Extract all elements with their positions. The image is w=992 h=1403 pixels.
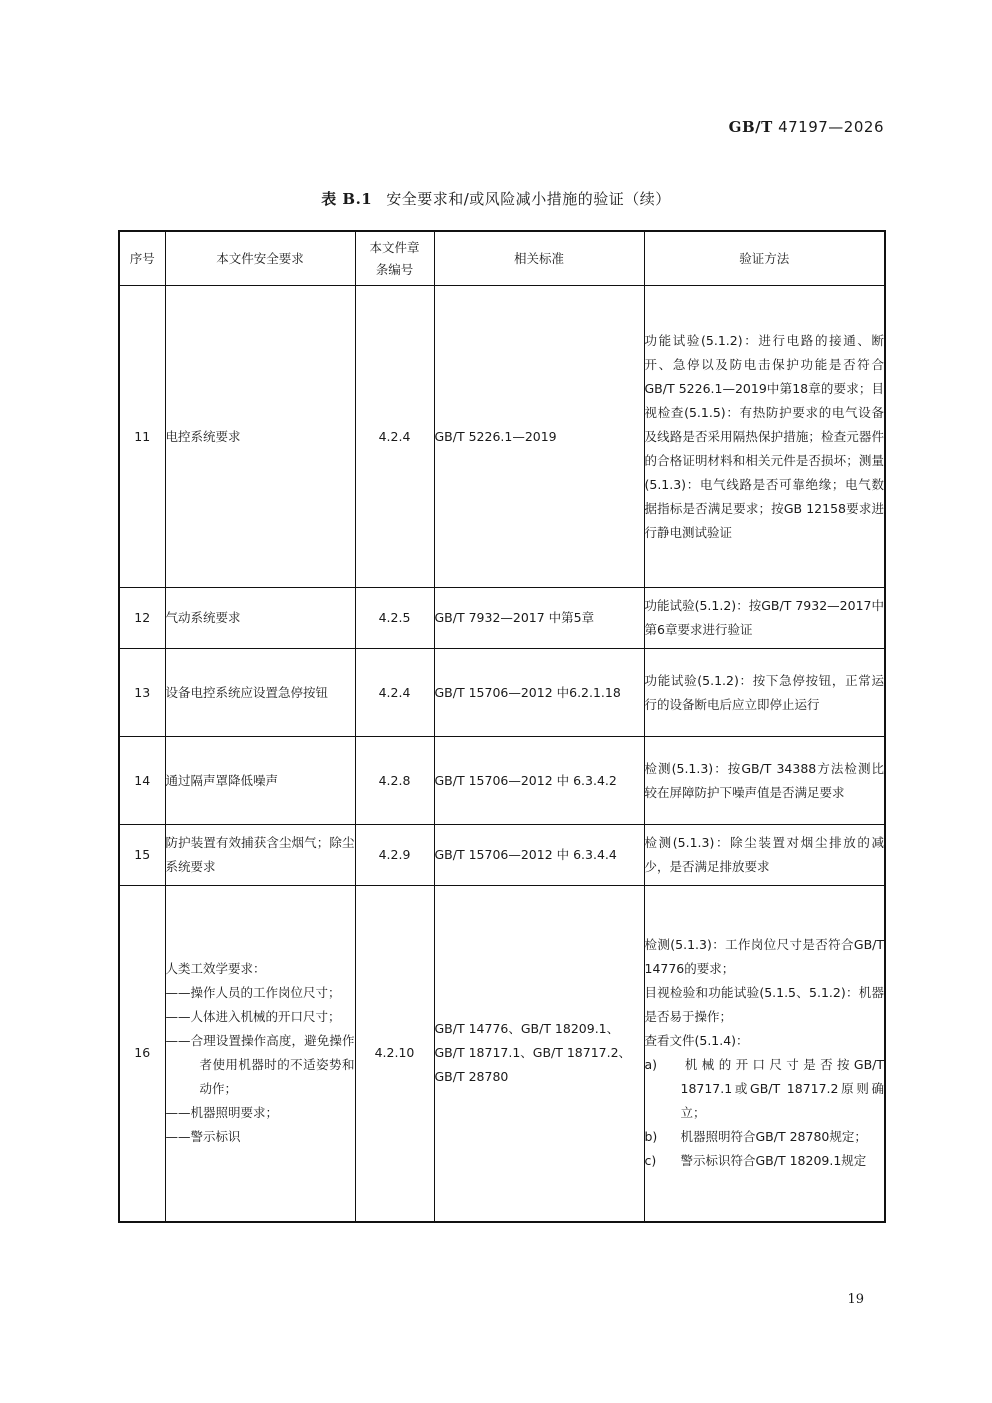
verification-line: 目视检验和功能试验(5.1.5、5.1.2)：机器是否易于操作； [644,985,884,1025]
cell-verification: 检测(5.1.3)：按GB/T 34388方法检测比较在屏障防护下噪声值是否满足要求 [644,737,885,825]
cell-standard: GB/T 5226.1—2019 [434,286,644,588]
cell-requirement: 气动系统要求 [165,588,355,649]
standard-code-prefix: GB/T [728,118,773,136]
requirement-item: ——警示标识 [165,1129,241,1145]
item-text: 机器照明符合GB/T 28780规定； [680,1129,867,1145]
table-title [0,188,992,209]
item-mark: b) [644,1129,658,1145]
cell-no: 13 [119,649,165,737]
cell-clause: 4.2.9 [355,825,434,886]
cell-requirement: 防护装置有效捕获含尘烟气；除尘系统要求 [165,825,355,886]
table-row [119,588,885,649]
col-header-clause: 本文件章条编号 [355,231,434,286]
item-mark: c) [644,1153,657,1169]
cell-no: 12 [119,588,165,649]
requirement-item: ——人体进入机械的开口尺寸； [165,1009,341,1025]
verification-item [645,1149,885,1173]
page-number: 19 [847,1292,864,1307]
item-text: 机械的开口尺寸是否按GB/T 18717.1或GB/T 18717.2原则确立； [680,1057,884,1121]
cell-clause: 4.2.10 [355,886,434,1222]
cell-clause: 4.2.4 [355,649,434,737]
table-row [119,886,885,1222]
table-row [119,825,885,886]
cell-standard: GB/T 7932—2017 中第5章 [434,588,644,649]
verification-line: 检测(5.1.3)：工作岗位尺寸是否符合GB/T 14776的要求； [644,937,884,977]
cell-requirement: 设备电控系统应设置急停按钮 [165,649,355,737]
cell-requirement: 电控系统要求 [165,286,355,588]
cell-clause: 4.2.5 [355,588,434,649]
verification-item [645,1053,885,1125]
requirement-intro: 人类工效学要求： [165,961,266,977]
cell-standard: GB/T 14776、GB/T 18209.1、GB/T 18717.1、GB/T 18717.2、GB/T 28780 [434,886,644,1222]
cell-standard: GB/T 15706—2012 中 6.3.4.2 [434,737,644,825]
cell-verification: 功能试验(5.1.2)：进行电路的接通、断开、急停以及防电击保护功能是否符合GB/T 5226.1—2019中第18章的要求；目视检查(5.1.5)：有热防护要求的电气设备及线路是否采用隔热保护措施；检查元器件的合格证明材料和相关元件是否损坏；测量(5.1.3)：电气线路是否可靠绝缘；电气数据指标是否满足要求；按GB 12158要求进行静电测试验证 [644,286,885,588]
cell-verification: 功能试验(5.1.2)：按下急停按钮，正常运行的设备断电后应立即停止运行 [644,649,885,737]
cell-requirement [165,886,355,1222]
cell-clause: 4.2.8 [355,737,434,825]
requirement-item: ——机器照明要求； [165,1105,279,1121]
cell-no: 11 [119,286,165,588]
cell-verification: 功能试验(5.1.2)：按GB/T 7932—2017中第6章要求进行验证 [644,588,885,649]
verification-item [645,1125,885,1149]
requirement-item: ——操作人员的工作岗位尺寸； [165,985,341,1001]
col-header-requirement: 本文件安全要求 [165,231,355,286]
cell-no: 14 [119,737,165,825]
item-text: 警示标识符合GB/T 18209.1规定 [680,1153,867,1169]
verification-line: 查看文件(5.1.4)： [644,1033,749,1049]
table-caption: 安全要求和/或风险减小措施的验证（续） [386,190,671,208]
table-number: 表 B.1 [321,190,373,208]
standard-code [729,118,884,136]
cell-verification: 检测(5.1.3)：除尘装置对烟尘排放的减少，是否满足排放要求 [644,825,885,886]
table-row [119,737,885,825]
table-row [119,286,885,588]
requirement-item: ——合理设置操作高度，避免操作者使用机器时的不适姿势和动作； [165,1033,355,1097]
cell-no: 16 [119,886,165,1222]
cell-verification [644,886,885,1222]
table-row [119,649,885,737]
header-row [119,231,885,286]
verification-table [118,230,886,1223]
col-header-standard: 相关标准 [434,231,644,286]
item-mark: a) [644,1057,658,1073]
cell-standard: GB/T 15706—2012 中6.2.1.18 [434,649,644,737]
col-header-no: 序号 [119,231,165,286]
cell-clause: 4.2.4 [355,286,434,588]
standard-code-number: 47197—2026 [778,118,884,136]
cell-no: 15 [119,825,165,886]
cell-requirement: 通过隔声罩降低噪声 [165,737,355,825]
cell-standard: GB/T 15706—2012 中 6.3.4.4 [434,825,644,886]
col-header-verification: 验证方法 [644,231,885,286]
